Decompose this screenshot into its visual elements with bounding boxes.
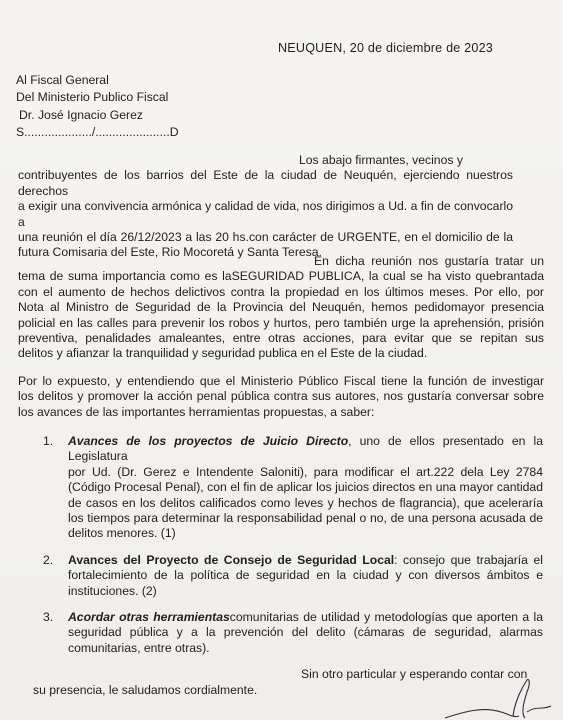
purpose-paragraph	[18, 374, 544, 420]
paragraph-line: En dicha reunión nos gustaría tratar un	[314, 254, 544, 268]
list-item-title: Avances de los proyectos de Juicio Directo	[68, 434, 349, 448]
list-item-title: Acordar otras herramientas	[68, 610, 230, 625]
paragraph-line: los avances de las importantes herramientas propuestas, a saber:	[18, 404, 375, 419]
paragraph-line: tema de suma importancia como es laSEGURIDAD PUBLICA, la cual se ha visto quebrantada	[18, 269, 544, 284]
greeting-line: su presencia, le saludamos cordialmente.	[33, 683, 258, 697]
paragraph-line: delitos y afianzar la tranquilidad y seguridad publica en el Este de la ciudad.	[18, 346, 428, 361]
paragraph-line: instituciones. (2)	[68, 583, 157, 598]
intro-paragraph	[18, 153, 513, 261]
closing-line: Sin otro particular y esperando contar con	[301, 667, 528, 681]
list-item	[43, 610, 543, 656]
paragraph-line: Nota al Ministro de Seguridad de la Provincia del Neuquén, hemos pedidomayor presencia	[18, 300, 544, 315]
list-item-number: 3.	[43, 610, 54, 625]
signature-image	[443, 676, 555, 720]
list-item-number: 2.	[43, 552, 54, 567]
paragraph-line: comunitarias de utilidad y metodologías que aporten a la	[229, 610, 544, 625]
proposals-list	[43, 434, 543, 667]
paragraph-line: (Código Procesal Penal), con el fin de aplicar los juicios directos en una mayor cantidad	[68, 480, 543, 495]
paragraph-line: con el aumento de hechos delictivos contra la propiedad en los últimos meses. Por ello, por	[18, 284, 544, 299]
security-paragraph	[18, 254, 544, 362]
paragraph-line: de casos en los delitos calificados como leves y hechos de flagrancia), que aceleraría	[68, 495, 543, 510]
list-item-number: 1.	[43, 434, 54, 448]
paragraph-line: por Ud. (Dr. Gerez e Intendente Saloniti), para modificar el art.222 dela Ley 2784	[68, 464, 543, 479]
paragraph-line: a exigir una convivencia armónica y calidad de vida, nos dirigimos a Ud. a fin de convocarlo a	[18, 199, 513, 229]
addressee-block	[16, 73, 179, 143]
addressee-line: Al Fiscal General	[16, 73, 109, 87]
paragraph-line: futura Comisaria del Este, Rio Mocoretá y Santa Teresa.	[18, 245, 322, 260]
paragraph-line: fortalecimiento de la política de seguridad en la ciudad y con diversos ámbitos e	[68, 568, 543, 583]
paragraph-line: Los abajo firmantes, vecinos y	[299, 153, 463, 167]
list-item	[43, 553, 543, 599]
paragraph-line: una reunión el día 26/12/2023 a las 20 hs.con carácter de URGENTE, en el domicilio de la	[18, 230, 513, 245]
paragraph-line: : consejo que trabajaría el	[394, 552, 543, 567]
paragraph-line: preventiva, penalidades amaleantes, entre otras acciones, para evitar que se repitan sus	[18, 331, 544, 346]
paragraph-line: contribuyentes de los barrios del Este de la ciudad de Neuquén, ejerciendo nuestros derechos	[18, 168, 513, 198]
letter-date: NEUQUEN, 20 de diciembre de 2023	[278, 41, 494, 55]
addressee-line: Del Ministerio Publico Fiscal	[16, 90, 169, 105]
paragraph-line: los delitos y promover la acción penal pública contra sus autores, nos gustaría conversar sobre	[18, 389, 544, 404]
addressee-line: S..................../......................D	[16, 125, 179, 140]
paragraph-line: delitos menores. (1)	[68, 526, 176, 541]
paragraph-line: los tiempos para determinar la responsabilidad penal o no, de una persona acusada de	[68, 511, 543, 526]
addressee-line: Dr. José Ignacio Gerez	[19, 107, 143, 122]
paragraph-line: policial en las calles para prevenir los robos y hurtos, pero también urge la aprehensión, prisión	[18, 315, 544, 330]
list-item	[43, 434, 543, 542]
paragraph-line: , uno de ellos presentado en la Legislatura	[68, 434, 543, 464]
paragraph-line: seguridad pública y a la prevención del delito (cámaras de seguridad, alarmas	[68, 625, 543, 640]
list-item-title: Avances del Proyecto de Consejo de Seguridad Local	[68, 552, 395, 567]
paragraph-line: comunitarias, entre otras).	[68, 640, 210, 655]
paragraph-line: Por lo expuesto, y entendiendo que el Ministerio Público Fiscal tiene la función de investigar	[18, 374, 544, 388]
